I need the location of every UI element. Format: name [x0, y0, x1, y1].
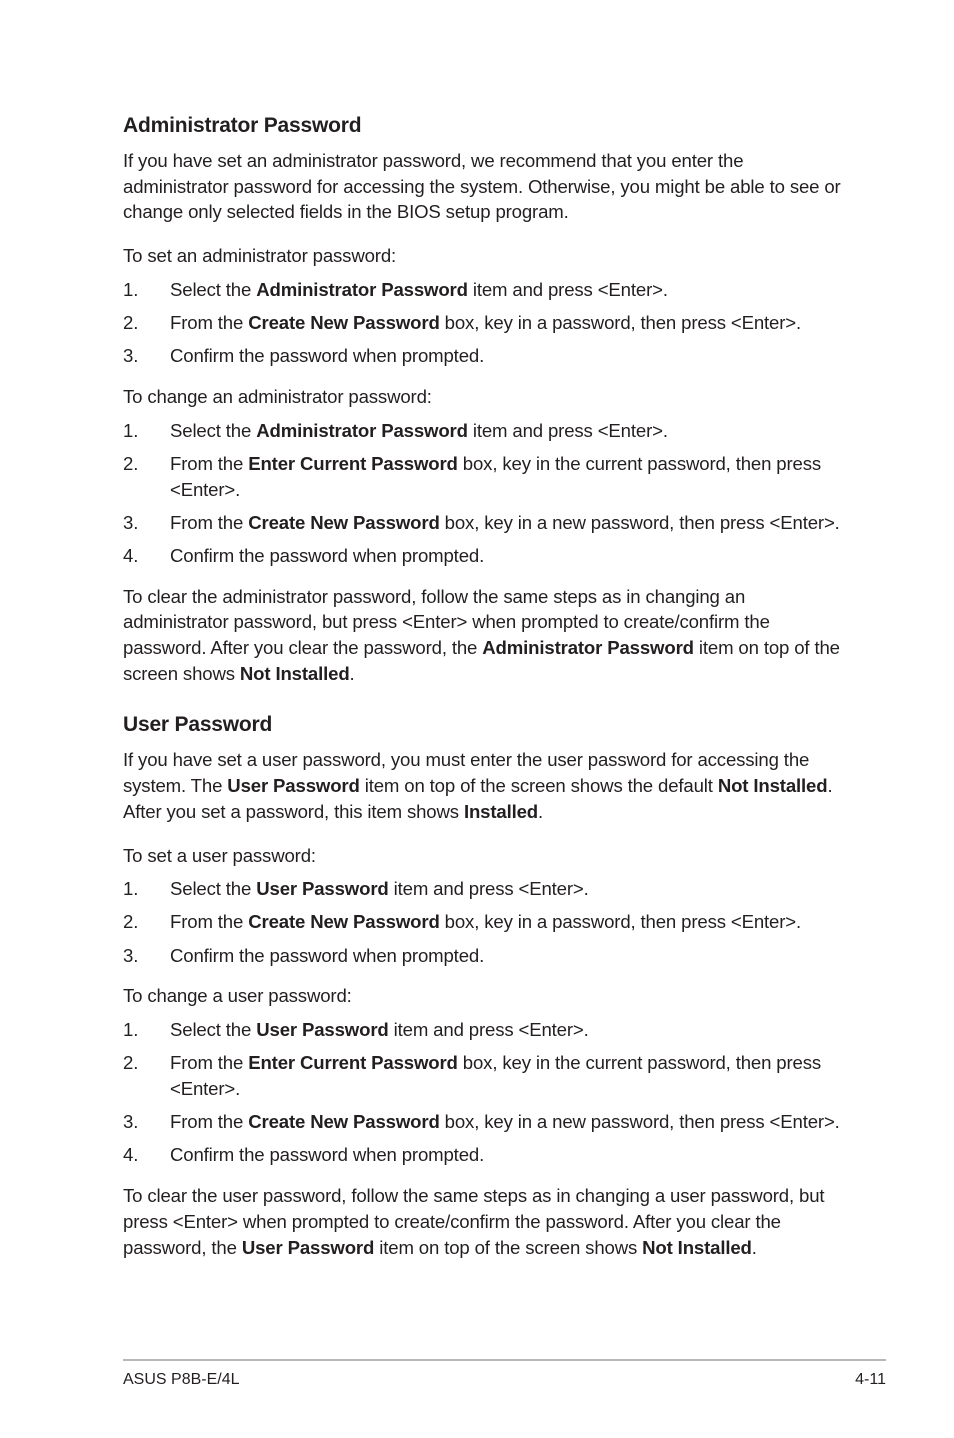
step-text: Confirm the password when prompted.	[170, 544, 485, 566]
paragraph-text: If you have set a user password, you must enter the user password for accessing the system. The	[123, 749, 810, 797]
step-number: 4.	[123, 1144, 139, 1166]
user-set-lead: To set a user password:	[123, 844, 316, 866]
step-term: Create New Password	[248, 911, 440, 933]
step-text: box, key in a password, then press <Enter>.	[439, 911, 802, 933]
list-item	[123, 310, 843, 336]
step-text: From the	[170, 1111, 249, 1133]
step-term: Administrator Password	[256, 278, 468, 300]
list-item	[123, 510, 843, 536]
step-text: Select the	[170, 1019, 257, 1041]
step-text: From the	[170, 452, 249, 474]
footer-divider	[123, 1359, 886, 1361]
step-text: From the	[170, 312, 249, 334]
paragraph-text: .	[349, 662, 355, 684]
step-number: 1.	[123, 278, 139, 300]
step-term: User Password	[256, 1019, 389, 1041]
list-item	[123, 1050, 843, 1101]
paragraph-term: User Password	[227, 775, 360, 797]
step-text: Confirm the password when prompted.	[170, 345, 485, 367]
step-number: 3.	[123, 345, 139, 367]
admin-change-steps	[123, 418, 843, 569]
list-item	[123, 943, 843, 969]
admin-change-lead: To change an administrator password:	[123, 385, 432, 407]
step-text: box, key in a new password, then press <Enter>.	[439, 511, 840, 533]
user-password-heading: User Password	[123, 713, 273, 737]
paragraph-term: Administrator Password	[482, 637, 694, 659]
step-text: From the	[170, 1052, 249, 1074]
step-number: 1.	[123, 878, 139, 900]
page-content	[123, 113, 843, 1260]
user-change-lead: To change a user password:	[123, 985, 352, 1007]
list-item	[123, 1142, 843, 1168]
list-item	[123, 343, 843, 369]
step-text: box, key in the current password, then press <Enter>.	[170, 1052, 822, 1099]
step-text: item and press <Enter>.	[388, 1019, 589, 1041]
step-term: Enter Current Password	[248, 452, 458, 474]
paragraph-text: item on top of the screen shows	[374, 1236, 643, 1258]
list-item	[123, 277, 843, 303]
step-number: 2.	[123, 911, 139, 933]
step-number: 2.	[123, 1052, 139, 1074]
step-number: 2.	[123, 452, 139, 474]
paragraph-term: Installed	[463, 800, 539, 822]
step-term: User Password	[256, 878, 389, 900]
admin-password-section	[123, 113, 843, 686]
list-item	[123, 1017, 843, 1043]
user-intro-paragraph	[123, 747, 843, 824]
step-number: 3.	[123, 944, 139, 966]
paragraph-text: .	[751, 1236, 757, 1258]
step-term: Create New Password	[248, 511, 440, 533]
user-set-steps	[123, 876, 843, 968]
step-term: Create New Password	[248, 1111, 440, 1133]
paragraph-term: Not Installed	[717, 775, 828, 797]
paragraph-text: item on top of the screen shows	[123, 637, 840, 684]
step-text: Select the	[170, 878, 257, 900]
step-text: From the	[170, 511, 249, 533]
paragraph-term: Not Installed	[239, 662, 350, 684]
step-text: From the	[170, 911, 249, 933]
admin-set-steps	[123, 277, 843, 369]
admin-set-lead: To set an administrator password:	[123, 245, 397, 267]
user-change-steps	[123, 1017, 843, 1168]
step-text: box, key in a password, then press <Enter>.	[439, 312, 802, 334]
list-item	[123, 909, 843, 935]
paragraph-text: item on top of the screen shows the default	[359, 775, 718, 797]
admin-password-heading: Administrator Password	[123, 114, 362, 137]
step-text: box, key in a new password, then press <Enter>.	[439, 1111, 840, 1133]
step-text: Select the	[170, 278, 257, 300]
step-text: Select the	[170, 419, 257, 441]
step-text: box, key in the current password, then press <Enter>.	[170, 452, 822, 500]
step-term: Create New Password	[248, 312, 440, 334]
step-number: 4.	[123, 544, 139, 566]
step-text: Confirm the password when prompted.	[170, 1144, 485, 1166]
step-number: 3.	[123, 1111, 139, 1133]
step-text: item and press <Enter>.	[467, 419, 668, 441]
step-number: 3.	[123, 511, 139, 533]
step-number: 1.	[123, 1019, 139, 1041]
paragraph-text: .	[538, 800, 544, 822]
step-term: Administrator Password	[256, 419, 468, 441]
step-text: item and press <Enter>.	[467, 278, 668, 300]
paragraph-term: Not Installed	[642, 1236, 752, 1258]
footer-page-number: 4-11	[855, 1371, 886, 1388]
list-item	[123, 451, 843, 502]
step-text: item and press <Enter>.	[388, 878, 589, 900]
step-text: Confirm the password when prompted.	[170, 944, 485, 966]
footer-product-name: ASUS P8B-E/4L	[123, 1371, 240, 1388]
step-number: 1.	[123, 419, 139, 441]
paragraph-text: To clear the administrator password, follow the same steps as in changing an administrator password, but press <Enter> when prompted to create/confirm the password. After you clear the password, the	[123, 585, 770, 659]
list-item	[123, 543, 843, 569]
list-item	[123, 876, 843, 902]
admin-clear-paragraph	[123, 584, 843, 687]
list-item	[123, 1109, 843, 1135]
paragraph-term: User Password	[241, 1236, 375, 1258]
step-number: 2.	[123, 312, 139, 334]
user-password-section	[123, 712, 843, 1260]
paragraph-text: To clear the user password, follow the same steps as in changing a user password, but press <Enter> when prompted to create/confirm the password. After you clear the password, the	[123, 1185, 825, 1258]
user-clear-paragraph	[123, 1183, 843, 1260]
admin-intro-paragraph: If you have set an administrator password, we recommend that you enter the administrator password for accessing the system. Otherwise, you might be able to see or change only selected fields in the BIOS setup program.	[123, 150, 841, 223]
list-item	[123, 418, 843, 444]
step-term: Enter Current Password	[248, 1052, 458, 1074]
paragraph-text: . After you set a password, this item shows	[123, 775, 833, 822]
